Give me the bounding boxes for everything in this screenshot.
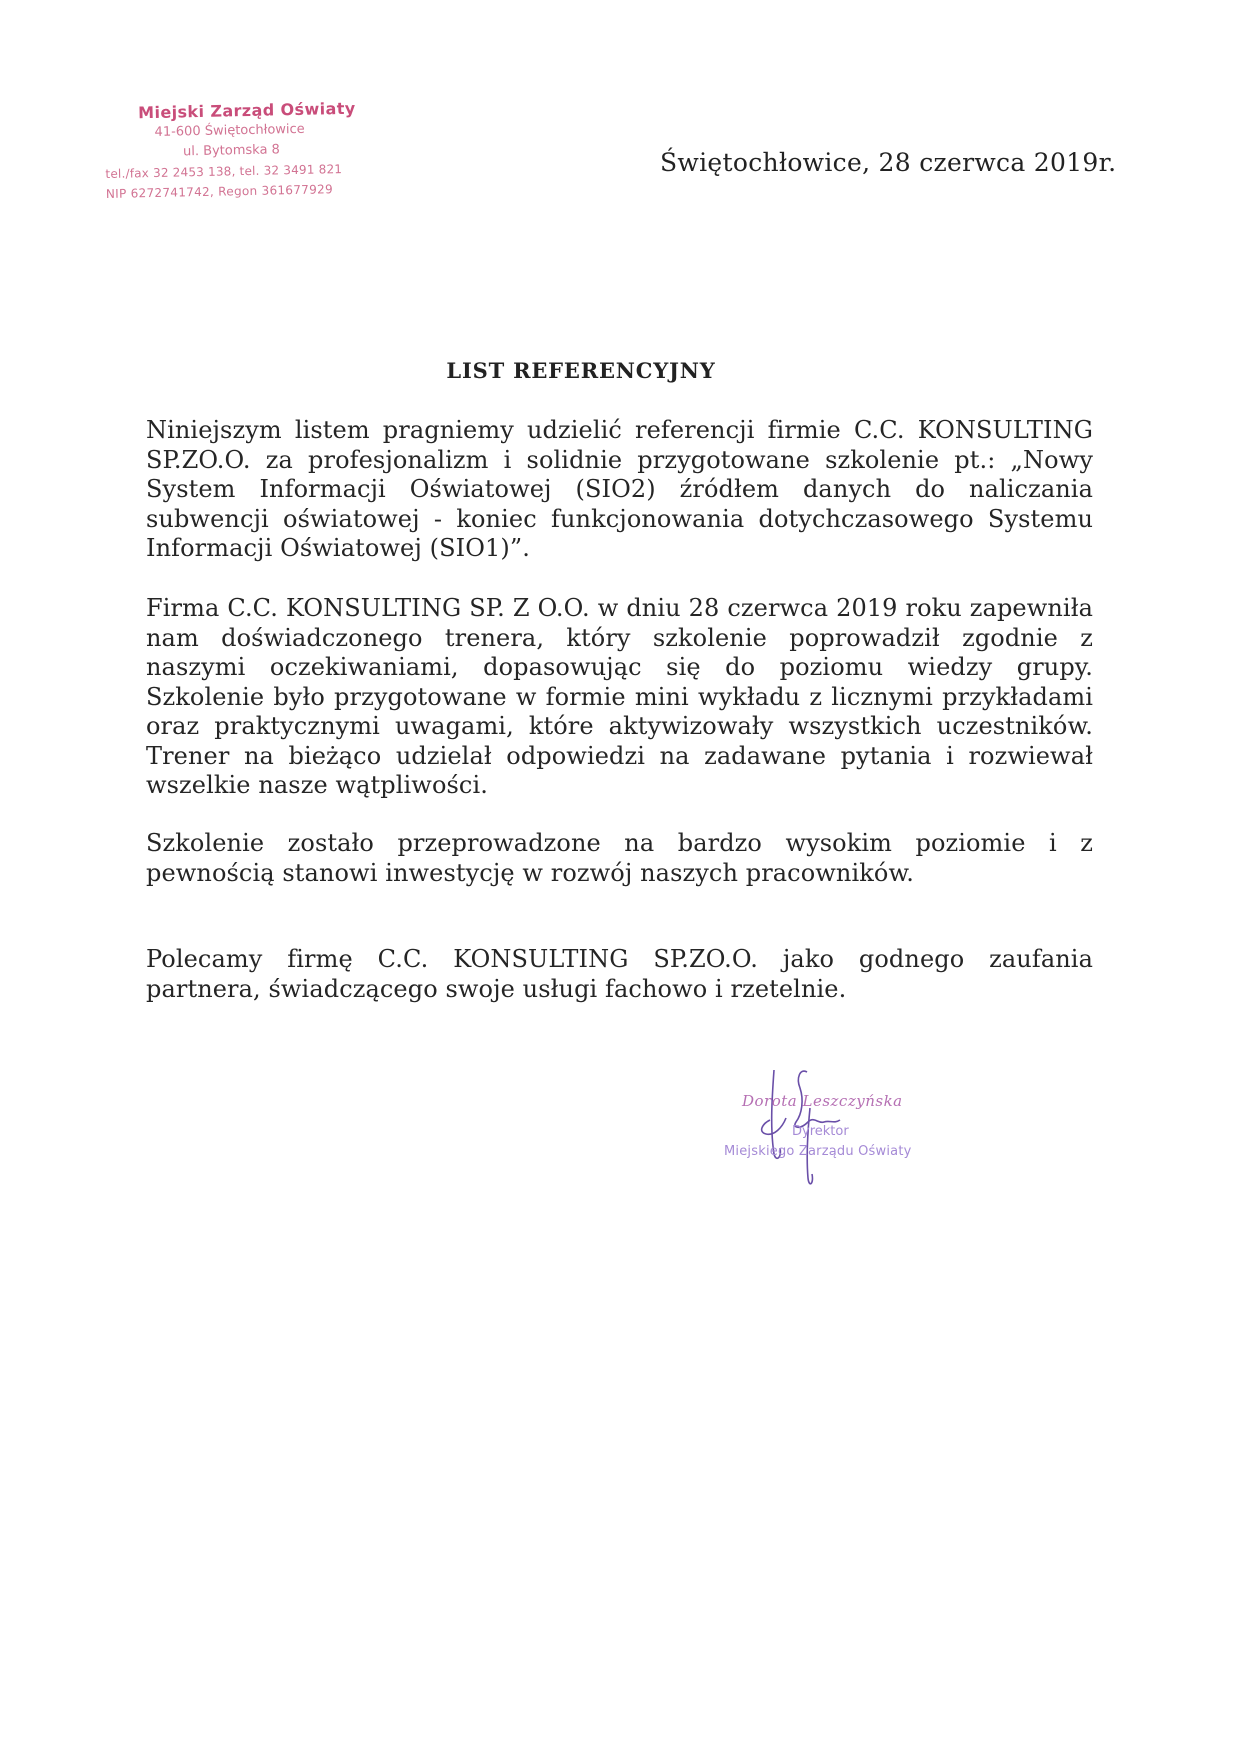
signature-stamp-name: Dorota Leszczyńska [742, 1092, 903, 1110]
stamp-ids: NIP 6272741742, Regon 361677929 [105, 182, 334, 201]
paragraph-1: Niniejszym listem pragniemy udzielić referencji firmie C.C. KONSULTING SP.ZO.O. za profesjonalizm i solidnie przygotowane szkolenie pt.: „Nowy System Informacji Oświatowej (SIO2) źródłem danych do naliczania subwencji oświatowej - koniec funkcjonowania dotychczasowego Systemu Informacji Oświatowej (SIO1)”. [146, 416, 1093, 562]
stamp-city: 41-600 Świętochłowice [154, 121, 305, 140]
place-and-date: Świętochłowice, 28 czerwca 2019r. [660, 148, 1117, 177]
paragraph-4: Polecamy firmę C.C. KONSULTING SP.ZO.O. jako godnego zaufania partnera, świadczącego swoje usługi fachowo i rzetelnie. [146, 945, 1093, 1003]
stamp-organization-name: Miejski Zarząd Oświaty [137, 98, 356, 123]
stamp-street: ul. Bytomska 8 [182, 142, 281, 160]
signature-stamp-role: Dyrektor [792, 1124, 849, 1139]
signature-block [712, 1058, 962, 1198]
letterhead-stamp [104, 98, 406, 204]
letter-title: LIST REFERENCYJNY [446, 358, 716, 383]
stamp-phones: tel./fax 32 2453 138, tel. 32 3491 821 [105, 162, 343, 181]
signature-stamp-organization: Miejskiego Zarządu Oświaty [724, 1144, 912, 1159]
paragraph-3: Szkolenie zostało przeprowadzone na bardzo wysokim poziomie i z pewnością stanowi inwestycję w rozwój naszych pracowników. [146, 829, 1093, 887]
paragraph-2: Firma C.C. KONSULTING SP. Z O.O. w dniu 28 czerwca 2019 roku zapewniła nam doświadczonego trenera, który szkolenie poprowadził zgodnie z naszymi oczekiwaniami, dopasowując się do poziomu wiedzy grupy. Szkolenie było przygotowane w formie mini wykładu z licznymi przykładami oraz praktycznymi uwagami, które aktywizowały wszystkich uczestników. Trener na bieżąco udzielał odpowiedzi na zadawane pytania i rozwiewał wszelkie nasze wątpliwości. [146, 594, 1093, 799]
